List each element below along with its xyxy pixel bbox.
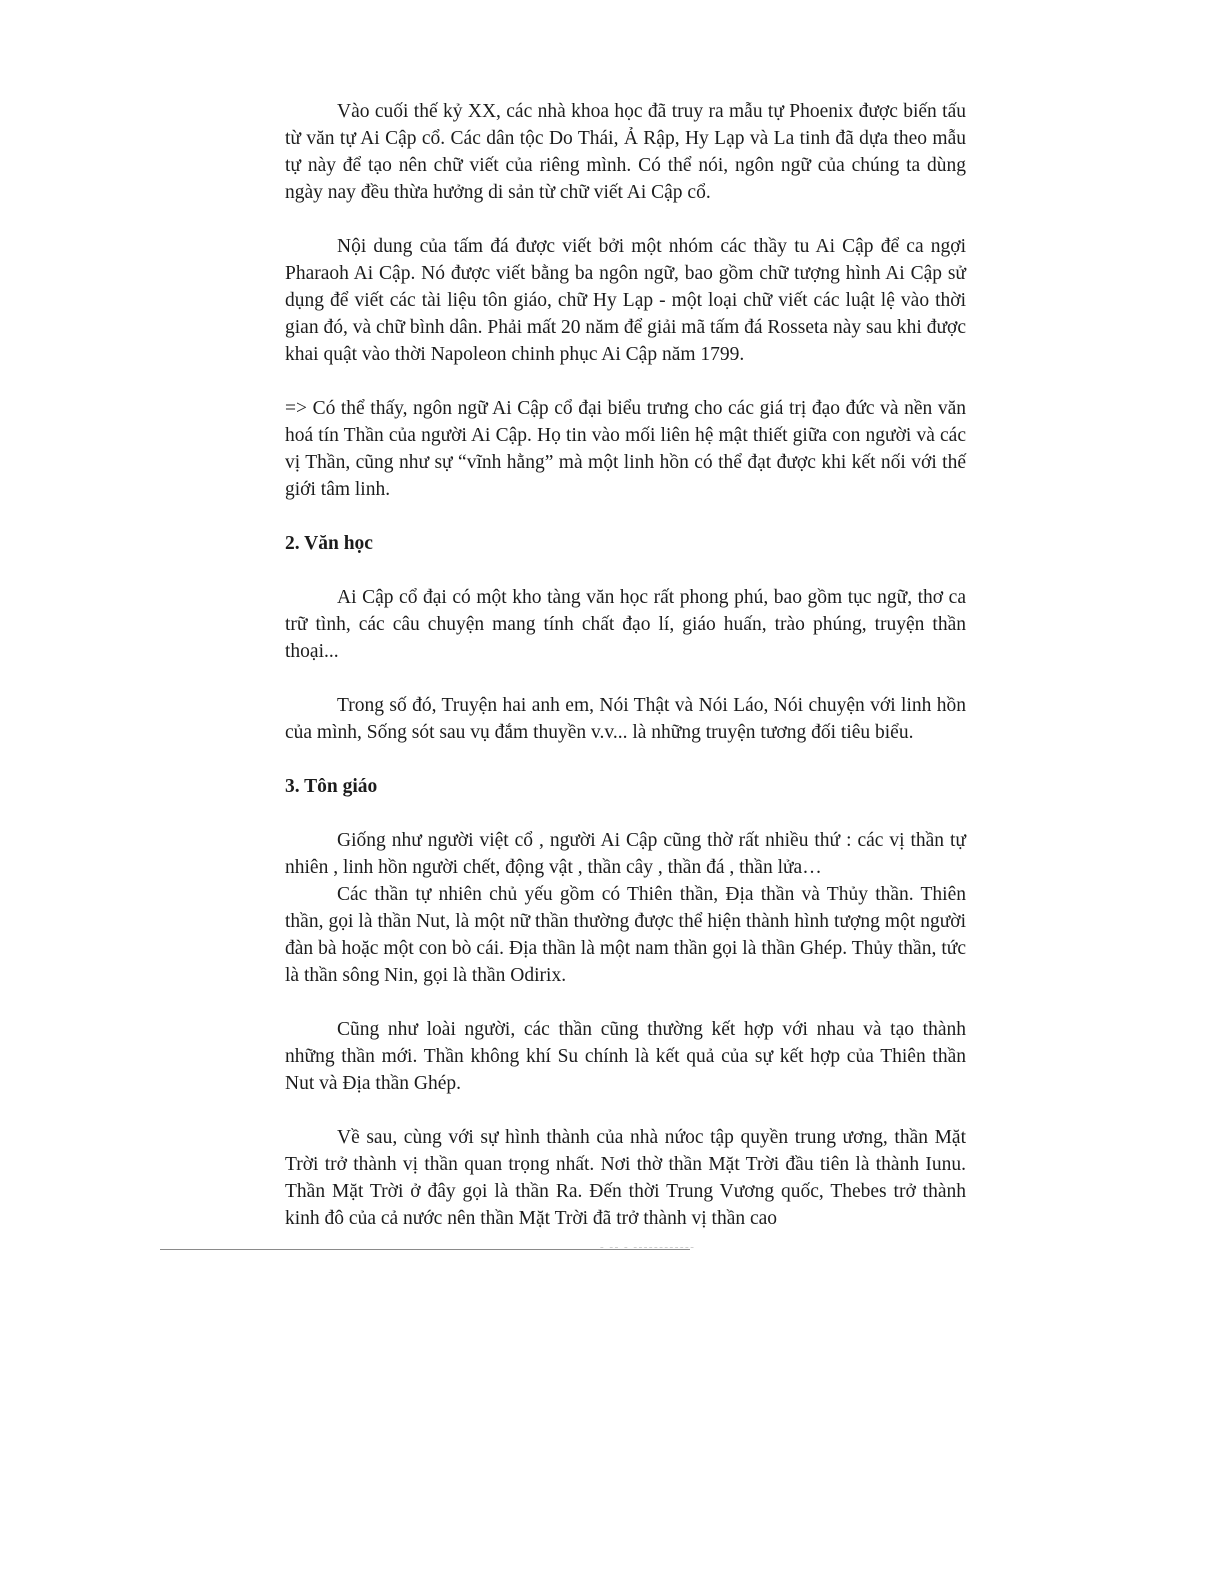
- paragraph-rosetta-stone: Nội dung của tấm đá được viết bởi một nhóm các thầy tu Ai Cập để ca ngợi Pharaoh Ai Cập. Nó được viết bằng ba ngôn ngữ, bao gồm chữ tượng hình Ai Cập sử dụng để viết các tài liệu tôn giáo, chữ Hy Lạp - một loại chữ viết các luật lệ vào thời gian đó, và chữ bình dân. Phải mất 20 năm để giải mã tấm đá Rosseta này sau khi được khai quật vào thời Napoleon chinh phục Ai Cập năm 1799.: [285, 236, 966, 365]
- section-heading-van-hoc: 2. Văn học: [285, 533, 373, 554]
- section-heading-ton-giao: 3. Tôn giáo: [285, 776, 378, 797]
- paragraph-literature-examples: Trong số đó, Truyện hai anh em, Nói Thật và Nói Láo, Nói chuyện với linh hồn của mình, Sống sót sau vụ đắm thuyền v.v... là những truyện tương đối tiêu biểu.: [285, 695, 966, 743]
- paragraph-religion-overview: Giống như người việt cổ , người Ai Cập cũng thờ rất nhiều thứ : các vị thần tự nhiên , linh hồn người chết, động vật , thần cây , thần đá , thần lửa…: [285, 830, 966, 878]
- paragraph-nature-gods: Các thần tự nhiên chủ yếu gồm có Thiên thần, Địa thần và Thủy thần. Thiên thần, gọi là thần Nut, là một nữ thần thường được thể hiện thành hình tượng một người đàn bà hoặc một con bò cái. Địa thần là một nam thần gọi là thần Ghép. Thủy thần, tức là thần sông Nin, gọi là thần Odirix.: [285, 884, 966, 986]
- paragraph-conclusion-note: => Có thể thấy, ngôn ngữ Ai Cập cổ đại biểu trưng cho các giá trị đạo đức và nền văn hoá tín Thần của người Ai Cập. Họ tin vào mối liên hệ mật thiết giữa con người và các vị Thần, cũng như sự “vĩnh hằng” mà một linh hồn có thể đạt được khi kết nối với thế giới tâm linh.: [285, 398, 966, 500]
- paragraph-phoenix-alphabet: Vào cuối thế kỷ XX, các nhà khoa học đã truy ra mẫu tự Phoenix được biến tấu từ văn tự Ai Cập cổ. Các dân tộc Do Thái, Ả Rập, Hy Lạp và La tinh đã dựa theo mẫu tự này để tạo nên chữ viết của riêng mình. Có thể nói, ngôn ngữ của chúng ta dùng ngày nay đều thừa hưởng di sản từ chữ viết Ai Cập cổ.: [285, 101, 966, 203]
- paragraph-sun-god: Về sau, cùng với sự hình thành của nhà nứoc tập quyền trung ương, thần Mặt Trời trở thành vị thần quan trọng nhất. Nơi thờ thần Mặt Trời đầu tiên là thành Iunu. Thần Mặt Trời ở đây gọi là thần Ra. Đến thời Trung Vương quốc, Thebes trở thành kinh đô của cả nước nên thần Mặt Trời đã trở thành vị thần cao: [285, 1127, 966, 1229]
- paragraph-literature-overview: Ai Cập cổ đại có một kho tàng văn học rất phong phú, bao gồm tục ngữ, thơ ca trữ tình, các câu chuyện mang tính chất đạo lí, giáo huấn, trào phúng, truyện thần thoại...: [285, 587, 966, 662]
- text-column: [285, 98, 966, 1232]
- footnote-separator: [160, 1249, 690, 1250]
- paragraph-god-combinations: Cũng như loài người, các thần cũng thường kết hợp với nhau và tạo thành những thần mới. Thần không khí Su chính là kết quả của sự kết hợp của Thiên thần Nut và Địa thần Ghép.: [285, 1019, 966, 1094]
- footnote-faint-dashes: - -- - ------------: [600, 1241, 696, 1253]
